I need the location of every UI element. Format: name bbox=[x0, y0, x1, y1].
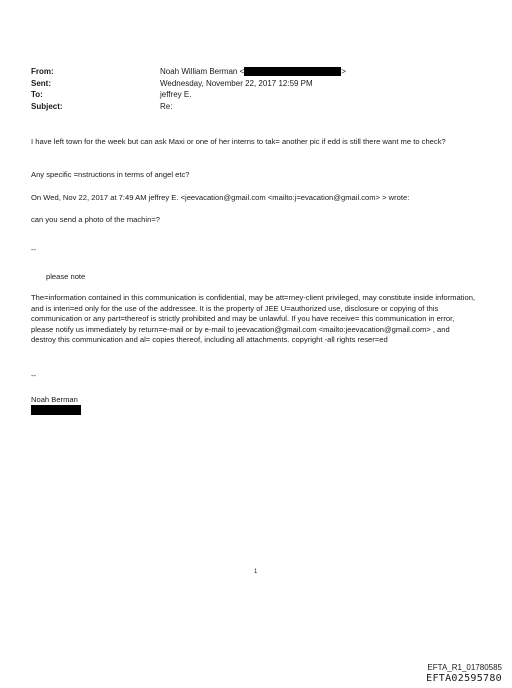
bates-number-secondary: EFTA02595780 bbox=[426, 673, 502, 684]
from-value bbox=[160, 66, 471, 78]
subject-label: Subject: bbox=[31, 101, 63, 111]
from-label: From: bbox=[31, 67, 54, 76]
bates-number-primary: EFTA_R1_01780585 bbox=[427, 663, 502, 672]
sent-label: Sent: bbox=[31, 78, 51, 88]
redaction-box bbox=[244, 67, 341, 76]
redaction-box bbox=[31, 405, 81, 415]
sent-row bbox=[31, 78, 471, 90]
signature-name: Noah Berman bbox=[31, 395, 78, 404]
to-label: To: bbox=[31, 90, 43, 99]
quoted-header: On Wed, Nov 22, 2017 at 7:49 AM jeffrey E. <jeevacation@gmail.com <mailto:j=evacation@gmail.com> > wrote: bbox=[31, 193, 410, 202]
to-row bbox=[31, 89, 471, 101]
separator-2: -- bbox=[31, 371, 37, 380]
from-tail: > bbox=[341, 67, 346, 77]
sent-value: Wednesday, November 22, 2017 12:59 PM bbox=[160, 78, 313, 88]
email-header bbox=[31, 66, 471, 112]
please-note: please note bbox=[46, 272, 86, 281]
body-paragraph-2: Any specific =nstructions in terms of angel etc? bbox=[31, 170, 190, 179]
subject-value: Re: bbox=[160, 101, 173, 111]
disclaimer-paragraph: The=information contained in this communication is confidential, may be att=rney-client privileged, may constitute inside information, and is inten=ed only for the use of the addressee. It is the property of JEE U=authorized use, disclosure or copying of this communication or any part=thereof is strictly prohibited and may be unlawful. If you have receive= this communication in error, please notify us immediately by return=e-mail or by e-mail to jeevacation@gmail.com <mailto:jeevacation@gmail.com> , and destroy this communication and al= copies thereof, including all attachments. copyright -all rights reser=ed bbox=[31, 293, 476, 344]
from-name: Noah William Berman < bbox=[160, 67, 245, 77]
subject-row bbox=[31, 101, 471, 113]
quoted-message: can you send a photo of the machin=? bbox=[31, 215, 160, 224]
body-paragraph-1: I have left town for the week but can ask Maxi or one of her interns to tak= another pic if edd is still there want me to check? bbox=[31, 137, 446, 146]
page-number: 1 bbox=[254, 569, 258, 575]
separator-1: -- bbox=[31, 245, 37, 254]
from-row bbox=[31, 66, 471, 78]
to-value: jeffrey E. bbox=[160, 90, 192, 100]
